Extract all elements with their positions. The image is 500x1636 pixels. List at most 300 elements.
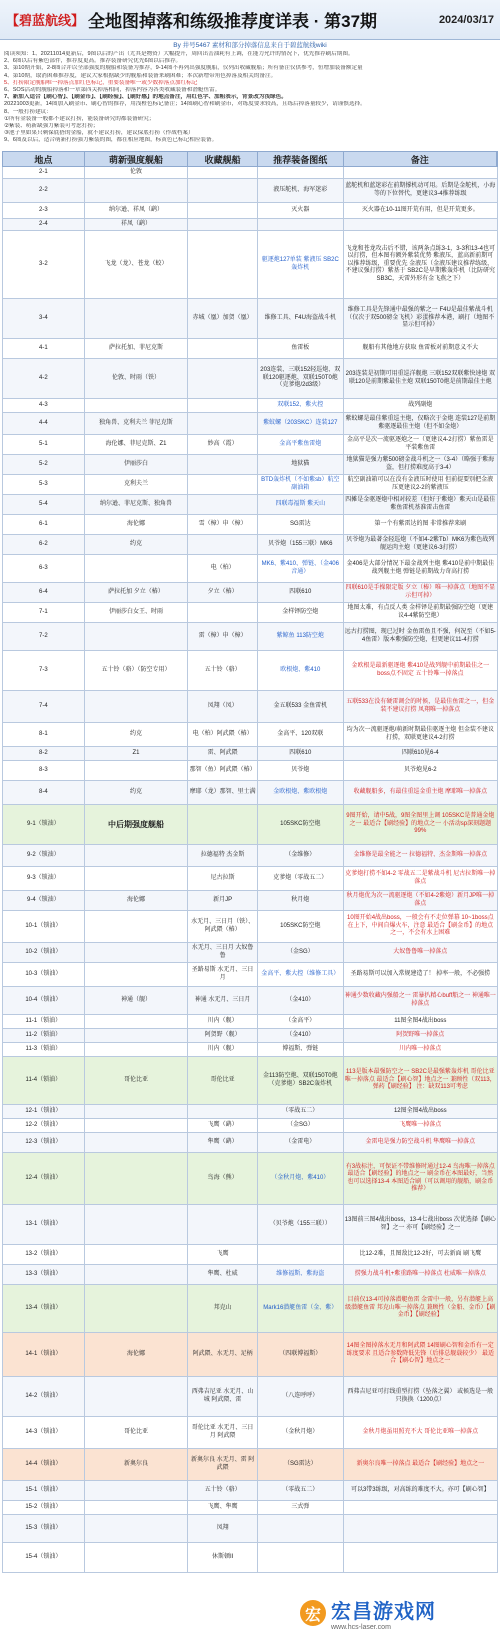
cell-remark [344,219,497,230]
cell-strong-ship [85,1377,189,1416]
cell-collection-ship [188,1205,258,1244]
cell-location: 4-2 [3,359,85,398]
table-row [2,339,498,359]
cell-equipment: 金高平、紫大控（维修工具） [258,963,344,986]
table-row [2,167,498,179]
cell-collection-ship: 雷、阿武隈 [188,747,258,760]
table-row [2,943,498,963]
cell-equipment: 克爹炮（零战五二） [258,867,344,890]
drop-table [2,151,498,1573]
page-title: 全地图掉落和练级推荐度详表 · 第37期 [88,12,378,31]
table-header [2,151,498,167]
cell-strong-ship [85,1285,189,1332]
cell-remark: 大奴鲁鲁唯一掉落点 [393,948,448,955]
cell-equipment: 维修工具、F4U海盗战斗机 [258,299,344,338]
cell-equipment: （金秋月炮） [258,1417,344,1448]
cell-location: 3-2 [3,231,85,298]
cell-location: 12-3（锁油） [3,1133,85,1152]
cell-strong-ship: 飞龙（龙）、苍龙（蛟） [85,231,189,298]
note-line: 3、第10期开始，2-8图合并以全部强度的舰船和装备为推荐，9-14图不再列出强度舰船，仅列出收藏舰船；所有备注仅供参考，恒增加装备额定量 [4,65,363,72]
table-row [2,1105,498,1119]
cell-location: 14-3（锁油） [3,1417,85,1448]
cell-equipment: 三式弹 [258,1501,344,1514]
note-line: ②紫装、萌新缺强力紫装可考虑打捞； [4,123,99,130]
cell-equipment: 地狱猫 [258,455,344,474]
cell-remark [344,1543,497,1572]
cell-remark: 金欧根是最新驱逐炮 紫410是战列舰中前期最佳之一 boss点不固定 五十铃唯一掉落点 [351,663,490,677]
cell-equipment: SG雷达 [258,515,344,534]
cell-remark: 圣路易斯可以加入常规建造了！ 掉率一般，不必强捞 [350,970,491,977]
cell-equipment: 金五联533 金鱼雷机 [258,691,344,722]
table-row [2,535,498,555]
cell-equipment [258,1515,344,1542]
watermark-url: www.hcs-laser.com [331,1624,391,1631]
table-body [2,167,498,1573]
cell-remark: 飞龙和苍龙攻击后不错，该两条点练3-1、3-3和13-4也可以打捞，但本图有额外紫装优势 紫液压，蓝高新前期可以推荐练级，重要优先 金液压（金液压建议推荐练级，不建议强打捞）紫基于 SB2C是早期紫轰炸机（比防研究SB3C，天雷外形有金飞燕之下） [345,245,495,282]
header-tag: 【碧蓝航线】 [6,13,85,28]
cell-collection-ship [188,399,258,412]
cell-location: 8-3 [3,761,85,780]
cell-equipment: Mark16潜艇鱼雷（金、紫） [258,1285,344,1332]
cell-remark: 113是版本最强防空之一 SB2C是最强紫轰炸机 哥伦比亚唯一掉落点 最适合【刷心智】地点之一 兼顾性（双113，弹药【刷经验】 注：缺双113可考虑 [344,1069,496,1091]
cell-collection-ship: 摩耶（龙）那智、里士满 [188,781,258,804]
cell-equipment: 203连装、三联152轻巡炮、双联120驱逐炮、双联150T0炮（克爹炮/2d3级） [258,359,344,398]
table-row [2,515,498,535]
table-row [2,399,498,413]
cell-location: 15-1（锁油） [3,1481,85,1500]
cell-remark [344,1515,497,1542]
cell-equipment: 金样铎防空炮 [258,603,344,622]
cell-remark: 灭火器在10-11图开荒有用，但是开荒更多。 [361,206,479,213]
cell-strong-ship [85,179,189,202]
note-line: 8、一般打捞建议： [4,108,52,115]
note-line: ③池子里如果只剩保底搭的金船，就不建议打捞，建议保底打捞（作战档案） [4,130,194,137]
cell-location: 13-2（锁油） [3,1245,85,1264]
table-row [2,495,498,515]
cell-strong-ship [85,943,189,962]
cell-equipment: 105SKC防空炮 [258,805,344,844]
cell-collection-ship: 哥伦比亚 [188,1057,258,1104]
cell-location: 9-1（锁油） [3,805,85,844]
table-row [2,1285,498,1333]
cell-strong-ship [85,1265,189,1284]
header [0,0,500,40]
table-row [2,435,498,455]
cell-collection-ship: 川内（舰） [188,1043,258,1056]
cell-strong-ship [85,399,189,412]
cell-equipment: （金SG） [258,943,344,962]
column-header: 萌新强度舰船 [85,152,189,166]
cell-location: 12-2（锁油） [3,1119,85,1132]
cell-remark: 四联610见6-4 [401,749,439,756]
cell-collection-ship: 哥伦比亚 水无月、三日月 阿武隈 [188,1417,258,1448]
cell-collection-ship: 电（柏）阿武隈（椿） [188,723,258,746]
table-row [2,1449,498,1481]
cell-equipment: （零战五二） [258,1481,344,1500]
cell-location: 11-1（锁油） [3,1015,85,1028]
table-row [2,413,498,435]
cell-location: 7-4 [3,691,85,722]
cell-location: 4-4 [3,413,85,434]
cell-strong-ship: 中后期强度舰船 [85,805,189,844]
cell-remark: 西弗吉尼亚可打线重型打捞（坠落之翼） 或候选是一般只换换（1200点） [347,1389,494,1403]
cell-collection-ship: 鸟海（熊） [188,1153,258,1204]
cell-strong-ship: 约克 [85,781,189,804]
cell-collection-ship: 隼鹰（鹞） [188,1133,258,1152]
cell-strong-ship [85,1153,189,1204]
cell-equipment [258,1543,344,1572]
cell-location: 14-1（锁油） [3,1333,85,1376]
cell-strong-ship: 哥伦比亚 [85,1417,189,1448]
cell-remark: 14图全图掉落水无月和阿武隈 14图刷心智和金币有一定练度要求 且适合参数降低先锋（后排总舰载较少） 最适合【刷心智】地点之一 [346,1343,494,1365]
cell-collection-ship [188,179,258,202]
notes-section [4,51,496,151]
cell-strong-ship [85,1105,189,1118]
cell-collection-ship: 川内（舰） [188,1015,258,1028]
cell-strong-ship [85,555,189,582]
cell-collection-ship [188,203,258,218]
cell-collection-ship: 雷（樟）申（樟） [188,623,258,650]
cell-equipment: 欧根炮、紫410 [258,651,344,690]
note-line: 2、6图以后有紫色部件，推荐度更高。推荐装备研究优先6图以后推荐。 [4,58,182,65]
cell-remark: 飞鹰唯一掉落点 [399,1121,442,1128]
cell-location: 15-3（锁油） [3,1515,85,1542]
cell-location: 6-4 [3,583,85,602]
table-row [2,845,498,867]
cell-location: 10-3（锁油） [3,963,85,986]
watermark-logo-icon: 宏 [300,1600,326,1626]
note-line: 9、6图及以后，适合萌新打捞强力紫装的图，都在相应地图，标黄色已标记相应装备。 [4,137,218,144]
cell-collection-ship: 圣路易斯 水无月、三日月 [188,963,258,986]
cell-equipment: 贝爷炮（155三联）MK6 [258,535,344,554]
table-row [2,603,498,623]
table-row [2,691,498,723]
cell-collection-ship: 神通 水无月、三日月 [188,987,258,1014]
cell-collection-ship: 那智（鱼）阿武隈（椿） [188,761,258,780]
table-row [2,1119,498,1133]
cell-collection-ship: 休斯顿II [188,1543,258,1572]
cell-remark: 均为次一流驱逐炮/萌新时期最佳驱逐主炮 但金装不建议打捞，双联更建议4-2打捞 [346,727,494,741]
cell-collection-ship [188,167,258,178]
table-row [2,299,498,339]
cell-remark: 紫蚊螺是最佳紫重巡主炮，仅略次于金炮 连装127是前期紫驱逐最佳主炮（但不如金炮） [345,416,496,430]
column-header: 收藏舰船 [188,152,258,166]
table-row [2,623,498,651]
table-row [2,231,498,299]
cell-remark: 新奥尔良唯一掉落点 最适合【刷经验】地点之一 [356,1460,485,1467]
cell-equipment: （贝爷炮（155三联）） [258,1205,344,1244]
cell-equipment: 金高平紫鱼雷炮 [258,435,344,454]
table-row [2,1043,498,1057]
cell-location: 7-3 [3,651,85,690]
note-line: 阅读须知：1、20211014更新后，9图以后的产出（尤其是物资）大幅提升，周回出击油耗有上调，在能力允许的情况下，优先推荐刷后期图。 [4,51,354,57]
cell-remark: 11图全图4战出boss [394,1017,447,1024]
cell-strong-ship: 海伦娜、菲尼克斯、Z1 [85,435,189,454]
cell-remark: 阿贺野唯一掉落点 [396,1031,445,1038]
cell-strong-ship [85,1543,189,1572]
cell-equipment: 灭火器 [258,203,344,218]
cell-collection-ship: 飞鹰、隼鹰 [188,1501,258,1514]
cell-strong-ship: 伊丽莎白 [85,455,189,474]
cell-strong-ship: 海伦娜 [85,891,189,910]
cell-equipment: 博福斯、弹链 [258,1043,344,1056]
table-row [2,1205,498,1245]
cell-collection-ship: 赤城（凰）加贺（凰） [188,299,258,338]
cell-remark: 有3战标注，可保证不带维修时通过12-4 鸟海唯一掉落点 最适合【刷经验】的地点之一 刷金币在本图最好，当然也可以选择13-4 本图适合刷（可以调用的舰船，刷金币推荐） [345,1163,495,1192]
cell-remark: 神通少数收藏内强船之一 雷暴扒精心buff船之一 神通唯一掉落点 [344,993,496,1007]
cell-location: 13-1（锁油） [3,1205,85,1244]
cell-location: 10-2（锁油） [3,943,85,962]
cell-remark: 目前仅13-4可掉落潜艇鱼雷 金雷中一般，另有潜艇上高级潜艇鱼雷 邦克山唯一掉落点 兼顾性（金船、金币）【刷金币】【刷经验】 [345,1297,496,1319]
cell-equipment: 金113防空炮、双联150T0炮（克爹炮）SB2C轰炸机 [258,1057,344,1104]
cell-remark: 金406是大部分情况下最金战列主炮 紫410是前中期最佳战列舰主炮 弹链是前期战力奇高打捞 [346,561,495,575]
cell-strong-ship [85,1029,189,1042]
table-row [2,219,498,231]
cell-remark: 贝爷炮为最著金轻巡炮（不如4-2紫Tb）MK6为紫色战列舰运肉主炮（更建议6-3打捞） [346,537,495,551]
cell-strong-ship: 萨拉托加、菲尼克斯 [85,339,189,358]
table-row [2,867,498,891]
cell-strong-ship: 独角兽、克利夫兰 菲尼克斯 [85,413,189,434]
watermark [300,1590,500,1636]
table-row [2,1245,498,1265]
table-row [2,359,498,399]
cell-collection-ship [188,231,258,298]
table-row [2,805,498,845]
table-row [2,583,498,603]
cell-equipment: 紫鲸鱼 113防空炮 [258,623,344,650]
cell-remark: 四摊是金驱逐炮中相对较差（但好于紫炮）紫天山是最佳紫鱼雷机基准雷击鱼雷 [345,497,496,511]
table-row [2,781,498,805]
cell-remark: 战列副炮 [408,401,433,408]
cell-collection-ship: 凤翔 [188,1515,258,1542]
cell-location: 12-1（锁油） [3,1105,85,1118]
table-row [2,891,498,911]
cell-strong-ship [85,761,189,780]
cell-strong-ship: 海伦娜 [85,515,189,534]
cell-equipment: （金高平） [258,1015,344,1028]
cell-remark: 9图开始，请中5战，9图全图里上调 105SKC是普通金炮之一 最适合【刷经验】的地点之一 小活动sp深刻题题99% [346,813,495,835]
cell-location: 13-3（锁油） [3,1265,85,1284]
cell-location: 10-4（锁油） [3,987,85,1014]
cell-strong-ship: 伦敦 [85,167,189,178]
cell-collection-ship: 凤翔（凤） [188,691,258,722]
cell-collection-ship: 水无月、三日月（铁）、阿武隈（椿） [188,911,258,942]
cell-remark: 金高平是次一流驱逐炮之一（更建议4-2打捞）紫鱼雷是平装紫鱼雷 [346,437,494,451]
cell-remark: 13图前三图4战出boss，13-4七战出boss 次优选择【刷心智】之一 亦可【刷经验】之一 [344,1217,496,1231]
cell-strong-ship: 五十铃（骆）（防空专用） [85,651,189,690]
note-line: 4、第10期，取消困难推荐度，建议大家根据缺少的舰船和装备来刷困难；本次新增带角色掉落及相关的备注。 [4,72,277,79]
cell-collection-ship: 新月JP [188,891,258,910]
cell-strong-ship [85,1515,189,1542]
cell-equipment: 金欧根炮、紫欧根炮 [258,781,344,804]
table-row [2,1333,498,1377]
cell-strong-ship [85,299,189,338]
cell-collection-ship [188,359,258,398]
cell-strong-ship: 约克 [85,723,189,746]
cell-remark: 收藏舰船多，有最佳重巡金重主炮 摩耶唯一掉落点 [353,788,488,795]
cell-location: 8-1 [3,723,85,746]
cell-location: 8-4 [3,781,85,804]
cell-collection-ship: 雪（樟）申（樟） [188,515,258,534]
cell-strong-ship [85,1015,189,1028]
cell-strong-ship: 萨拉托加 夕立（椿） [85,583,189,602]
cell-collection-ship: 西弗吉尼亚 水无月、山城 阿武隈、雷 [188,1377,258,1416]
cell-remark: 航空副油箱可以在没有金液压时使用 但前提要别把金液压更建议2-2的紫液压 [347,477,494,491]
cell-collection-ship: 夕立（椿） [188,583,258,602]
cell-location: 15-2（锁油） [3,1501,85,1514]
cell-remark: 秋月炮优为次一流驱逐炮（不如4-2紫炮）新月JP唯一掉落点 [346,893,495,907]
cell-equipment: （金雷电） [258,1133,344,1152]
table-row [2,987,498,1015]
cell-equipment: （四联博福斯） [258,1333,344,1376]
cell-remark: 第一个有紫雷达的图 非常推荐来刷 [374,520,467,527]
cell-strong-ship: 纳尔逊、菲尼克斯、独角兽 [85,495,189,514]
cell-remark: 12图全图4战出boss [393,1107,447,1114]
note-line: 5、打捞限定舰船唯一掉落点加红色标记，重要装备唯一或少数掉落点加红标记 [4,79,198,86]
cell-strong-ship [85,845,189,866]
cell-strong-ship: 伦敦、时雨（铁） [85,359,189,398]
cell-equipment [258,219,344,230]
cell-collection-ship [188,603,258,622]
cell-equipment: 驱逐炮127单装 紫液压 SB2C轰炸机 [258,231,344,298]
cell-collection-ship: 妙高（霞） [188,435,258,454]
cell-equipment: （金SG） [258,1119,344,1132]
table-row [2,1015,498,1029]
cell-equipment: 双联152、紫火控 [258,399,344,412]
cell-equipment: MK6、紫410、弹链、（金406音通） [258,555,344,582]
cell-location: 2-2 [3,179,85,202]
note-line: 6、SOS活动的舰船掉落和一章第四关掉落相同，掉落内容为各类收藏装备和潜艇鱼雷。 [4,87,221,94]
cell-location: 11-4（锁油） [3,1057,85,1104]
cell-location: 14-2（锁油） [3,1377,85,1416]
table-row [2,203,498,219]
table-row [2,1543,498,1573]
cell-collection-ship: 邦克山 [188,1285,258,1332]
cell-remark: 捞强力战斗机+紫重路唯一掉落点 杜威唯一掉落点 [354,1270,486,1277]
cell-location: 12-4（锁油） [3,1153,85,1204]
cell-collection-ship: 拉德福特 杰金斯 [188,845,258,866]
cell-location: 11-2（锁油） [3,1029,85,1042]
column-header: 备注 [344,152,497,166]
cell-equipment: 四联610 [258,747,344,760]
table-row [2,555,498,583]
watermark-brand: 宏昌游戏网 [331,1601,436,1623]
cell-equipment: （金维修） [258,845,344,866]
table-row [2,911,498,943]
table-row [2,747,498,761]
table-row [2,1265,498,1285]
cell-equipment: 紫蚊螺（203SKC）连装127 [258,413,344,434]
cell-equipment: 四联毒福斯 紫天山 [258,495,344,514]
table-row [2,1153,498,1205]
cell-location: 7-1 [3,603,85,622]
cell-remark: 舰船有其他地方获取 鱼雷板对前期意义不大 [362,344,479,351]
cell-location: 5-4 [3,495,85,514]
cell-strong-ship: 新奥尔良 [85,1449,189,1480]
table-row [2,651,498,691]
cell-location: 11-3（锁油） [3,1043,85,1056]
table-row [2,179,498,203]
cell-remark: 克爹炮打捞不如4-2 零战五二是紫战斗机 尼古拉斯唯一掉落点 [345,871,496,885]
cell-strong-ship: 神通（舰） [85,987,189,1014]
cell-equipment: （金410） [258,1029,344,1042]
cell-remark [344,1501,497,1514]
cell-location: 14-4（锁油） [3,1449,85,1480]
cell-collection-ship: 新奥尔良 水无月、雷 阿武隈 [188,1449,258,1480]
note-line: 20221003更新，14图加入刷金币、刷心智的推荐，用浅橙色标记备注；14图刷心智和刷金币，对练度要求较高，且练后掉落量较少，请谨慎选择。 [4,101,366,108]
cell-remark: 川内唯一掉落点 [399,1045,442,1052]
cell-equipment: （金410） [258,987,344,1014]
cell-strong-ship: 海伦娜 [85,1333,189,1376]
table-row [2,1377,498,1417]
cell-strong-ship: 伊丽莎白女王、时雨 [85,603,189,622]
cell-equipment: 维修福斯、紫海盗 [258,1265,344,1284]
table-row [2,1057,498,1105]
note-line: 7、新加入适合【刷心智】、【刷金币】、【刷经验】、【刷好感】的地点备注，用红色字、加粗表示，背景改为浅绿色。 [4,94,287,101]
cell-location: 15-4（锁油） [3,1543,85,1572]
cell-location: 5-1 [3,435,85,454]
cell-location: 13-4（锁油） [3,1285,85,1332]
cell-equipment: 液压舵机、海军迷彩 [258,179,344,202]
table-row [2,963,498,987]
cell-location: 4-3 [3,399,85,412]
cell-collection-ship: 电（柏） [188,555,258,582]
cell-collection-ship: 五十铃（骆） [188,651,258,690]
cell-remark: 维修工具是先锋通中最强的紫之一 F4U是最佳紫战斗机（仅次于双500磅金飞机）彩蛋推荐本港，刷打（地图不显示但可掉） [346,307,495,329]
table-row [2,1515,498,1543]
cell-equipment: （零战五二） [258,1105,344,1118]
cell-strong-ship [85,911,189,942]
cell-equipment: 四联610 [258,583,344,602]
cell-strong-ship [85,691,189,722]
cell-location: 9-2（锁油） [3,845,85,866]
cell-strong-ship [85,623,189,650]
cell-location: 6-3 [3,555,85,582]
cell-strong-ship: 克利夫兰 [85,475,189,494]
cell-collection-ship [188,339,258,358]
cell-collection-ship: 飞鹰 [188,1245,258,1264]
cell-strong-ship [85,1481,189,1500]
cell-strong-ship [85,1043,189,1056]
table-row [2,1417,498,1449]
cell-strong-ship [85,963,189,986]
table-row [2,1133,498,1153]
table-row [2,761,498,781]
cell-collection-ship: 隼鹰、杜威 [188,1265,258,1284]
cell-location: 6-1 [3,515,85,534]
cell-collection-ship [188,535,258,554]
cell-equipment: （八连呼呼） [258,1377,344,1416]
column-header: 地点 [3,152,85,166]
column-header: 推荐装备图纸 [258,152,344,166]
cell-collection-ship [188,805,258,844]
cell-location: 2-4 [3,219,85,230]
cell-equipment [258,167,344,178]
cell-remark: 五联533在没有硬雷调会的时候，是最佳鱼雷之一，但金装不建议打捞 凤翔唯一掉落点 [346,699,495,713]
cell-remark: 金雷电是强力防空战斗机 隼鹰唯一掉落点 [365,1138,476,1145]
cell-collection-ship: 五十铃（骆） [188,1481,258,1500]
cell-strong-ship [85,1245,189,1264]
cell-equipment: （SG雷达） [258,1449,344,1480]
cell-location: 4-1 [3,339,85,358]
cell-collection-ship: 阿贺野（舰） [188,1029,258,1042]
cell-collection-ship: 水无月、三日月 大奴鲁鲁 [188,943,258,962]
cell-remark: 蓝舵机和蓝迷彩在前期撑机动可用。后期是金舵机，小海等的下位替代，更建议3-4推荐练级 [345,183,496,197]
cell-equipment [258,1245,344,1264]
cell-location: 2-3 [3,203,85,218]
cell-collection-ship [188,455,258,474]
cell-location: 7-2 [3,623,85,650]
